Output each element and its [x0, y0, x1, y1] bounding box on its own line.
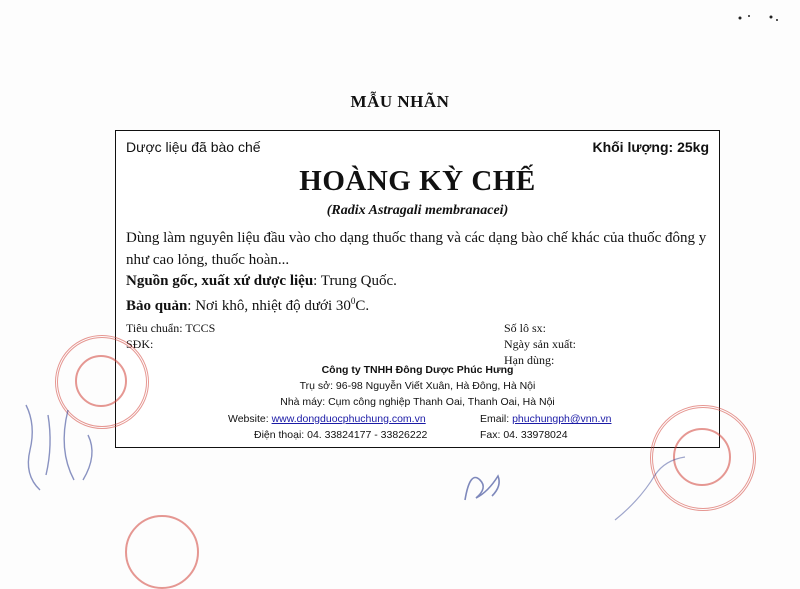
category-text: Dược liệu đã bào chế: [126, 139, 261, 155]
weight-text: Khối lượng: 25kg: [592, 139, 709, 155]
factory-address: Nhà máy: Cụm công nghiệp Thanh Oai, Thanh Oai, Hà Nội: [280, 396, 555, 408]
expiry-text: Hạn dùng:: [504, 353, 555, 367]
head-office: Trụ sở: 96-98 Nguyễn Viết Xuân, Hà Đông, Hà Nội: [299, 380, 536, 392]
email-label: Email:: [480, 413, 513, 425]
signature-right-icon: [610, 455, 690, 525]
signature-left-icon: [18, 395, 108, 505]
latin-name: (Radix Astragali membranacei): [326, 203, 509, 218]
origin-line: [126, 273, 397, 290]
storage-line: [126, 296, 369, 315]
heading: MẪU NHÃN: [350, 92, 450, 111]
bottom-seal-fragment-icon: [125, 515, 199, 589]
batch-no-text: Số lô sx:: [504, 321, 547, 335]
website-link[interactable]: www.dongduocphuchung.com.vn: [271, 413, 426, 425]
company-name: Công ty TNHH Đông Dược Phúc Hưng: [321, 364, 514, 376]
storage-unit: C.: [355, 298, 370, 314]
origin-label: Nguồn gốc, xuất xứ dược liệu: [126, 273, 314, 289]
usage-text: Dùng làm nguyên liệu đầu vào cho dạng thuốc thang và các dạng bào chế khác của thuốc đông y như cao lỏng, thuốc hoàn...: [126, 230, 707, 268]
website-label: Website:: [228, 413, 272, 425]
product-label: [115, 130, 720, 448]
storage-label: Bảo quản: [126, 298, 188, 314]
reg-no-text: SĐK:: [126, 337, 154, 351]
storage-sup: 0: [350, 296, 356, 306]
fax-text: Fax: 04. 33978024: [480, 429, 568, 441]
mfg-date-text: Ngày sản xuất:: [504, 337, 576, 351]
phone-text: Điện thoại: 04. 33824177 - 33826222: [254, 429, 428, 441]
website-line: [228, 413, 426, 425]
storage-value: : Nơi khô, nhiệt độ dưới 30: [187, 298, 351, 314]
standard-text: Tiêu chuẩn: TCCS: [126, 321, 216, 335]
email-link[interactable]: phuchungph@vnn.vn: [512, 413, 612, 425]
corner-marks-icon: [735, 8, 785, 28]
signature-bottom-icon: [455, 460, 515, 510]
email-line: [480, 413, 612, 425]
origin-value: : Trung Quốc.: [313, 273, 397, 289]
product-name: HOÀNG KỲ CHẾ: [299, 165, 536, 197]
